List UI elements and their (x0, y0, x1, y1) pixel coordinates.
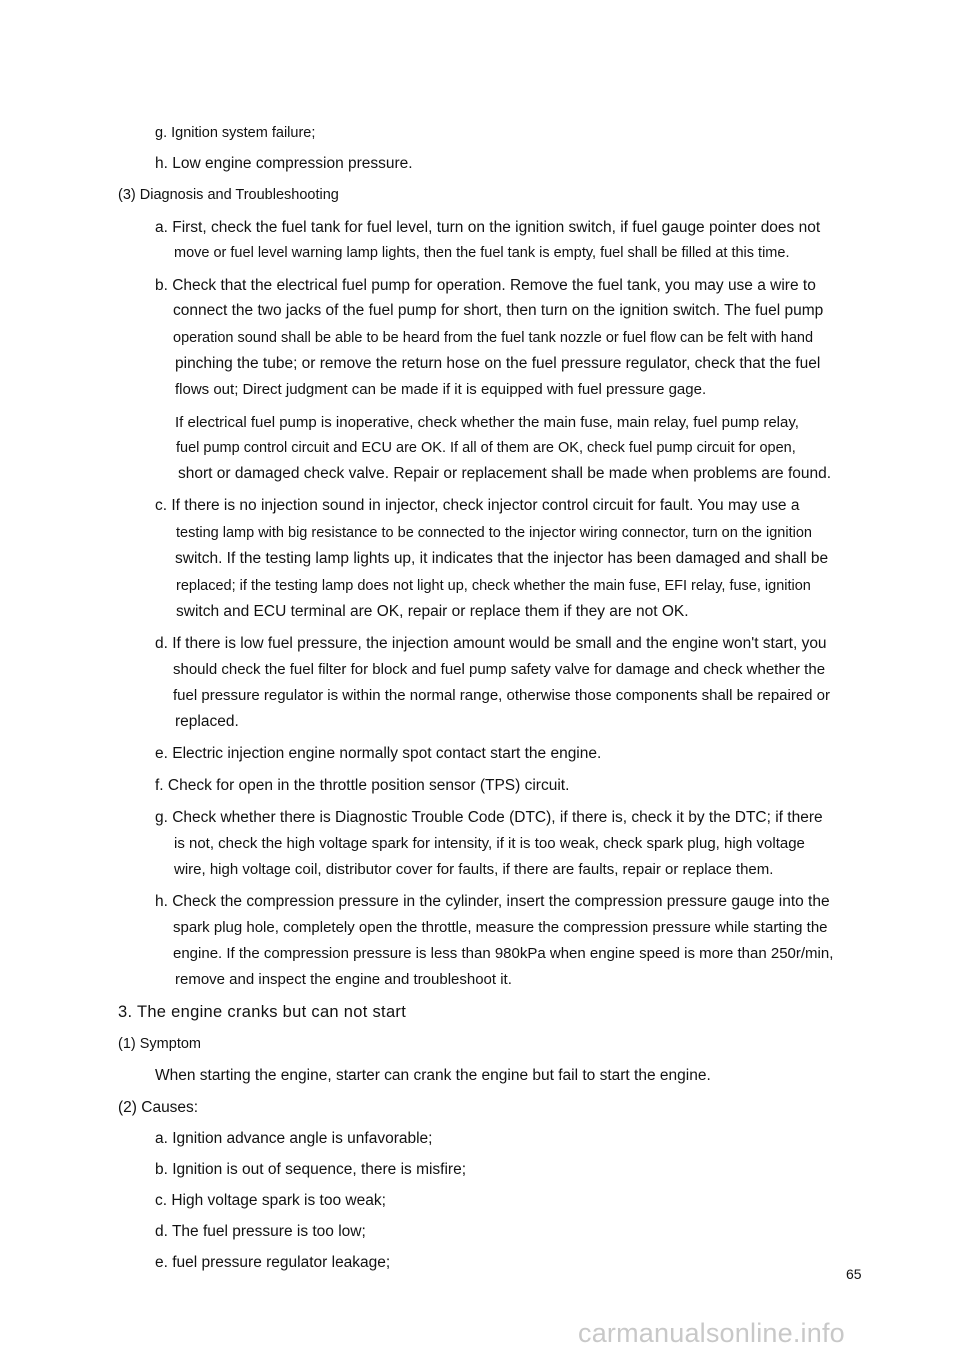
text-line: operation sound shall be able to be heard from the fuel tank nozzle or fuel flow can be felt with hand (173, 330, 814, 346)
text-line: spark plug hole, completely open the throttle, measure the compression pressure while starting the (173, 919, 828, 936)
text-line: move or fuel level warning lamp lights, then the fuel tank is empty, fuel shall be filled at this time. (174, 245, 790, 261)
text-line: replaced; if the testing lamp does not light up, check whether the main fuse, EFI relay, fuse, ignition (176, 578, 811, 594)
text-line: b. Ignition is out of sequence, there is misfire; (155, 1161, 467, 1178)
section-heading: 3. The engine cranks but can not start (118, 1003, 407, 1021)
text-line: When starting the engine, starter can crank the engine but fail to start the engine. (155, 1067, 711, 1084)
text-line: e. Electric injection engine normally spot contact start the engine. (155, 745, 602, 762)
text-line: switch and ECU terminal are OK, repair or replace them if they are not OK. (176, 603, 689, 620)
text-line: e. fuel pressure regulator leakage; (155, 1254, 391, 1271)
text-line: c. If there is no injection sound in injector, check injector control circuit for fault. You may use a (155, 497, 800, 514)
text-line: flows out; Direct judgment can be made if it is equipped with fuel pressure gage. (175, 381, 707, 398)
text-line: fuel pump control circuit and ECU are OK. If all of them are OK, check fuel pump circuit for open, (176, 440, 796, 456)
text-line: g. Check whether there is Diagnostic Trouble Code (DTC), if there is, check it by the DTC; if there (155, 809, 823, 826)
text-line: g. Ignition system failure; (155, 125, 316, 141)
text-line: switch. If the testing lamp lights up, it indicates that the injector has been damaged and shall be (175, 550, 829, 567)
text-line: d. The fuel pressure is too low; (155, 1223, 366, 1240)
text-line: h. Check the compression pressure in the cylinder, insert the compression pressure gauge into the (155, 893, 830, 910)
text-line: replaced. (175, 713, 239, 730)
section-heading: (2) Causes: (118, 1099, 199, 1116)
page-number: 65 (846, 1266, 862, 1282)
text-line: engine. If the compression pressure is less than 980kPa when engine speed is more than 250r/min, (173, 945, 834, 962)
section-heading: (3) Diagnosis and Troubleshooting (118, 187, 339, 203)
text-line: wire, high voltage coil, distributor cover for faults, if there are faults, repair or replace them. (174, 861, 774, 878)
text-line: remove and inspect the engine and troubleshoot it. (175, 971, 512, 988)
text-line: testing lamp with big resistance to be connected to the injector wiring connector, turn on the ignition (176, 525, 812, 541)
section-heading: (1) Symptom (118, 1036, 201, 1052)
text-line: f. Check for open in the throttle position sensor (TPS) circuit. (155, 777, 570, 794)
text-line: is not, check the high voltage spark for intensity, if it is too weak, check spark plug, high voltage (174, 835, 805, 852)
text-line: pinching the tube; or remove the return hose on the fuel pressure regulator, check that the fuel (175, 355, 821, 372)
text-line: fuel pressure regulator is within the normal range, otherwise those components shall be repaired or (173, 687, 831, 704)
text-line: should check the fuel filter for block and fuel pump safety valve for damage and check whether the (173, 661, 826, 678)
text-line: short or damaged check valve. Repair or replacement shall be made when problems are found. (178, 465, 832, 482)
text-line: d. If there is low fuel pressure, the injection amount would be small and the engine won't start, you (155, 635, 827, 652)
text-line: h. Low engine compression pressure. (155, 155, 413, 172)
text-line: b. Check that the electrical fuel pump for operation. Remove the fuel tank, you may use a wire to (155, 277, 816, 294)
text-line: a. Ignition advance angle is unfavorable; (155, 1130, 433, 1147)
text-line: If electrical fuel pump is inoperative, check whether the main fuse, main relay, fuel pump relay, (175, 414, 799, 431)
watermark: carmanualsonline.info (578, 1318, 845, 1348)
text-line: a. First, check the fuel tank for fuel level, turn on the ignition switch, if fuel gauge pointer does not (155, 219, 821, 236)
text-line: c. High voltage spark is too weak; (155, 1192, 386, 1209)
text-line: connect the two jacks of the fuel pump for short, then turn on the ignition switch. The fuel pump (173, 302, 824, 319)
